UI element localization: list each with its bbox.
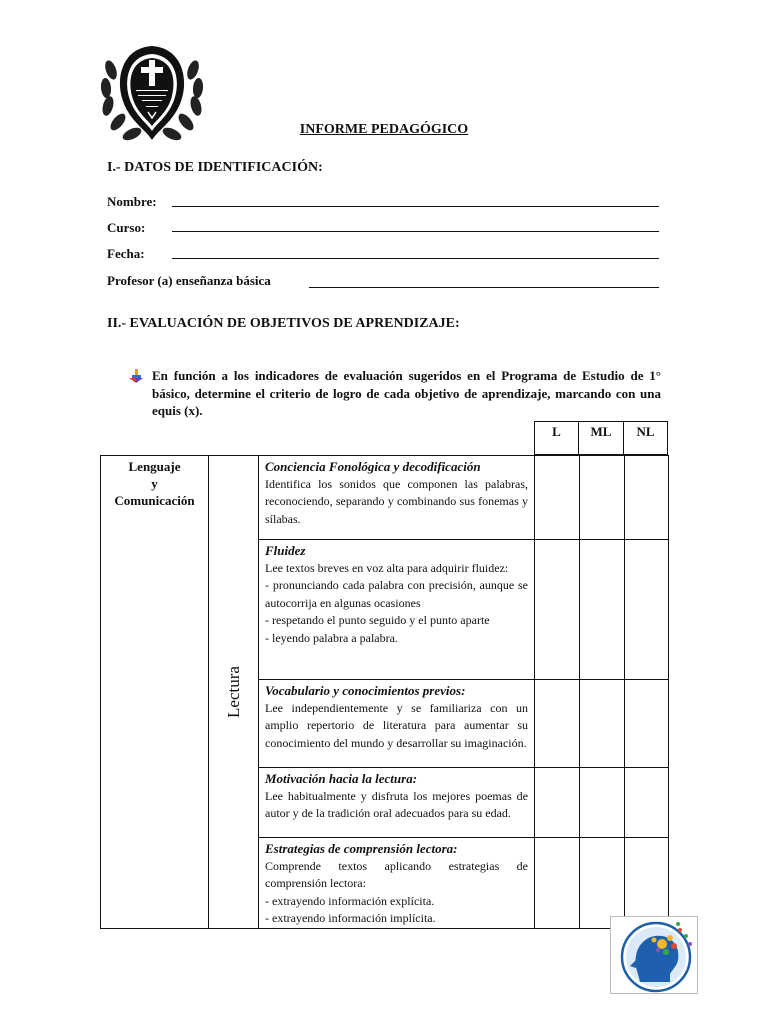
objective-text: Comprende textos aplicando estrategias de comprensión lectora: xyxy=(265,858,528,890)
evaluation-table xyxy=(100,455,669,929)
report-title: INFORME PEDAGÓGICO xyxy=(299,122,469,137)
checkbox-cell-nl[interactable] xyxy=(625,456,669,540)
objective-cell xyxy=(259,680,535,768)
objective-text: - respetando el punto seguido y el punto aparte xyxy=(265,613,490,627)
field-label-nombre: Nombre: xyxy=(107,194,157,209)
checkbox-cell-nl[interactable] xyxy=(625,768,669,838)
objective-text: - pronunciando cada palabra con precisión, aunque se autocorrija en algunas ocasiones xyxy=(265,578,528,610)
objective-title: Fluidez xyxy=(265,543,306,558)
objective-text: - leyendo palabra a palabra. xyxy=(265,630,398,645)
curso-input-line[interactable] xyxy=(172,231,659,232)
checkbox-cell-ml[interactable] xyxy=(580,768,625,838)
objective-text: Identifica los sonidos que componen las palabras, reconociendo, separando y combinando sus fonemas y sílabas. xyxy=(265,476,528,526)
objective-text: Lee textos breves en voz alta para adquirir fluidez: xyxy=(265,560,509,575)
evaluation-instruction: En función a los indicadores de evaluación sugeridos en el Programa de Estudio de 1° básico, determine el criterio de logro de cada objetivo de aprendizaje, marcando con una equis (x). xyxy=(152,368,661,418)
column-header-ml: ML xyxy=(578,421,624,455)
column-header-l: L xyxy=(534,421,579,455)
objective-cell xyxy=(259,838,535,929)
subject-cell xyxy=(101,456,209,929)
objective-title: Estrategias de comprensión lectora: xyxy=(265,841,458,856)
objective-text: - extrayendo información implícita. xyxy=(265,911,436,925)
checkbox-cell-l[interactable] xyxy=(535,540,580,680)
checkbox-cell-ml[interactable] xyxy=(580,456,625,540)
objective-text: Lee habitualmente y disfruta los mejores poemas de autor y de la tradición oral adecuados para su edad. xyxy=(265,788,528,820)
objective-cell xyxy=(259,456,535,540)
checkbox-cell-l[interactable] xyxy=(535,680,580,768)
checkbox-cell-ml[interactable] xyxy=(580,680,625,768)
profesor-input-line[interactable] xyxy=(309,287,659,288)
section-evaluation-heading: II.- EVALUACIÓN DE OBJETIVOS DE APRENDIZAJE: xyxy=(107,316,460,331)
checkbox-cell-l[interactable] xyxy=(535,456,580,540)
area-label: Lectura xyxy=(223,665,243,718)
objective-cell xyxy=(259,540,535,680)
field-label-fecha: Fecha: xyxy=(107,246,145,261)
subject-line: y xyxy=(151,476,158,491)
checkbox-cell-l[interactable] xyxy=(535,838,580,929)
checkbox-cell-l[interactable] xyxy=(535,768,580,838)
subject-line: Lenguaje xyxy=(128,459,181,474)
column-header-nl: NL xyxy=(623,421,668,455)
checkbox-cell-nl[interactable] xyxy=(625,540,669,680)
fecha-input-line[interactable] xyxy=(172,258,659,259)
objective-text: - extrayendo información explícita. xyxy=(265,893,435,908)
field-label-curso: Curso: xyxy=(107,220,146,235)
brain-head-badge-icon xyxy=(610,916,698,994)
objective-text: Lee independientemente y se familiariza con un amplio repertorio de literatura para aumentar su conocimiento del mundo y desarrollar su imaginación. xyxy=(265,700,528,750)
checkbox-cell-nl[interactable] xyxy=(625,838,669,929)
objective-title: Conciencia Fonológica y decodificación xyxy=(265,459,481,474)
area-cell xyxy=(209,456,259,929)
field-label-profesor: Profesor (a) enseñanza básica xyxy=(107,273,271,288)
checkbox-cell-ml[interactable] xyxy=(580,838,625,929)
objective-cell xyxy=(259,768,535,838)
subject-line: Comunicación xyxy=(114,493,195,508)
section-identification-heading: I.- DATOS DE IDENTIFICACIÓN: xyxy=(107,160,323,175)
nombre-input-line[interactable] xyxy=(172,206,659,207)
objective-title: Motivación hacia la lectura: xyxy=(265,771,418,786)
checkbox-cell-nl[interactable] xyxy=(625,680,669,768)
objective-title: Vocabulario y conocimientos previos: xyxy=(265,683,466,698)
checkbox-cell-ml[interactable] xyxy=(580,540,625,680)
arrow-bullet-icon xyxy=(128,368,144,384)
